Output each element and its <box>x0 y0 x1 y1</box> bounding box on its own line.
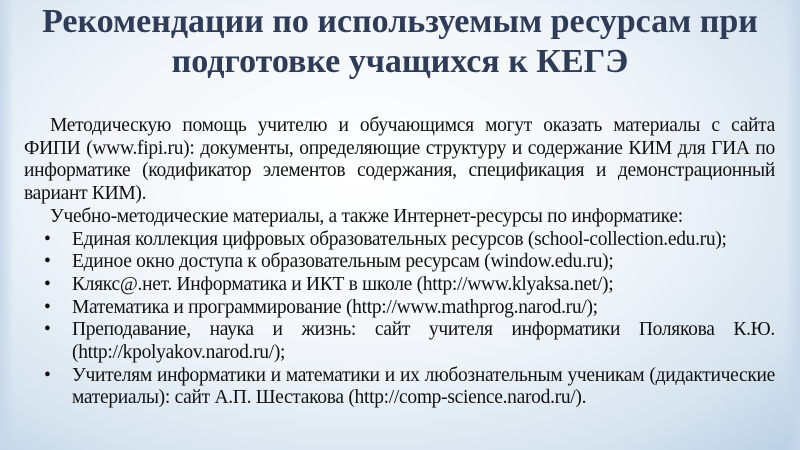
slide-body <box>24 115 775 410</box>
list-item-text: Клякс@.нет. Информатика и ИКТ в школе (http://www.klyaksa.net/); <box>72 273 614 295</box>
list-item <box>24 365 775 410</box>
list-item <box>24 274 775 297</box>
list-item-text: Единая коллекция цифровых образовательных ресурсов (school-collection.edu.ru); <box>72 228 727 250</box>
list-item <box>24 297 775 320</box>
bullet-icon: • <box>44 273 51 295</box>
slide-title <box>0 2 800 82</box>
bullet-icon: • <box>44 228 51 250</box>
bullet-icon: • <box>44 251 51 273</box>
bullet-icon: • <box>44 296 51 318</box>
list-item <box>24 319 775 364</box>
title-line-1: Рекомендации по используемым ресурсам при <box>42 3 758 40</box>
bullet-icon: • <box>44 364 51 386</box>
paragraph-resources-intro: Учебно-методические материалы, а также Интернет-ресурсы по информатике: <box>50 205 683 227</box>
list-item <box>24 229 775 252</box>
list-item-text: Учителям информатики и математики и их любознательным ученикам (дидактические материалы): сайт А.П. Шестакова (http://comp-science.narod.ru/). <box>72 364 775 409</box>
resource-list <box>24 229 775 411</box>
paragraph-fipi: Методическую помощь учителю и обучающимся могут оказать материалы с сайта ФИПИ (www.fipi.ru): документы, определяющие структуру и содержание КИМ для ГИА по информатике (кодификатор элементов содержания, спецификация и демонстрационный вариант КИМ). <box>24 115 775 205</box>
bullet-icon: • <box>44 319 51 341</box>
list-item <box>24 251 775 274</box>
list-item-text: Единое окно доступа к образовательным ресурсам (window.edu.ru); <box>72 251 614 273</box>
list-item-text: Математика и программирование (http://www.mathprog.narod.ru/); <box>72 296 598 318</box>
list-item-text: Преподавание, наука и жизнь: сайт учителя информатики Полякова К.Ю. (http://kpolyakov.narod.ru/); <box>72 319 775 364</box>
title-line-2: подготовке учащихся к КЕГЭ <box>171 43 629 80</box>
